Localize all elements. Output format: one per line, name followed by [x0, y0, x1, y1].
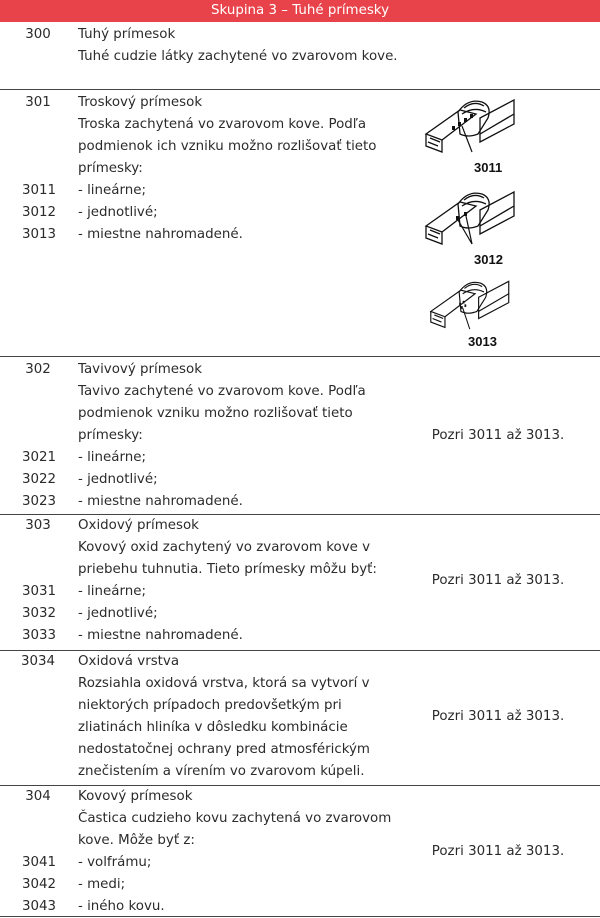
row-title: Tavivový prímesok: [78, 362, 202, 377]
sub-label: - jednotlivé;: [78, 205, 158, 220]
sub-code: 3013: [22, 227, 57, 242]
table-row-303: [0, 515, 600, 651]
row-desc-line: zliatinách hliníka v dôsledku kombinácie: [78, 720, 348, 735]
row-desc-line: nedostatočnej ochrany pred atmosférickým: [78, 742, 370, 757]
sub-label: - lineárne;: [78, 584, 146, 599]
sub-code: 3031: [22, 584, 57, 599]
table-row-3034: [0, 651, 600, 786]
row-desc-line: znečistením a vírením vo zvarovom kúpeli.: [78, 764, 365, 779]
cross-reference: Pozri 3011 až 3013.: [431, 573, 565, 588]
figure-label: 3013: [468, 334, 497, 349]
weld-linear-inclusion-icon: [418, 94, 518, 164]
row-desc-line: Tuhé cudzie látky zachytené vo zvarovom kove.: [78, 49, 398, 64]
sub-label: - medi;: [78, 877, 126, 892]
sub-code: 3042: [22, 877, 57, 892]
table-bottom-border: [0, 916, 600, 917]
cross-reference: Pozri 3011 až 3013.: [431, 428, 565, 443]
sub-label: - miestne nahromadené.: [78, 227, 243, 242]
cross-reference: Pozri 3011 až 3013.: [431, 844, 565, 859]
weld-figure-3013: [418, 276, 528, 356]
sub-code: 3012: [22, 205, 57, 220]
row-desc-line: prímesky:: [78, 428, 143, 443]
row-code: 3034: [20, 654, 56, 669]
table-row-302: [0, 357, 600, 515]
figure-label: 3011: [474, 160, 503, 175]
sub-label: - lineárne;: [78, 450, 146, 465]
row-title: Oxidový prímesok: [78, 518, 199, 533]
sub-code: 3023: [22, 494, 57, 509]
row-desc-line: niektorých prípadoch predovšetkým pri: [78, 698, 342, 713]
row-desc-line: Rozsiahla oxidová vrstva, ktorá sa vytvorí v: [78, 676, 370, 691]
weld-figure-3012: [418, 186, 528, 272]
row-desc-line: prímesky:: [78, 161, 143, 176]
row-title: Oxidová vrstva: [78, 654, 180, 669]
sub-code: 3041: [22, 855, 57, 870]
sub-code: 3021: [22, 450, 57, 465]
row-desc-line: podmienok vzniku možno rozlišovať tieto: [78, 406, 353, 421]
sub-label: - iného kovu.: [78, 899, 165, 914]
sub-label: - jednotlivé;: [78, 606, 158, 621]
sub-code: 3032: [22, 606, 57, 621]
sub-code: 3043: [22, 899, 57, 914]
row-desc-line: podmienok ich vzniku možno rozlišovať tieto: [78, 139, 377, 154]
row-code: 302: [25, 362, 51, 377]
row-title: Tuhý prímesok: [78, 27, 176, 42]
weld-clustered-inclusion-icon: [418, 276, 518, 338]
table-row-301: [0, 90, 600, 357]
table-header: Skupina 3 – Tuhé prímesky: [0, 0, 600, 22]
weld-single-inclusion-icon: [418, 186, 518, 256]
table-row-304: [0, 786, 600, 918]
row-desc-line: priebehu tuhnutia. Tieto prímesky môžu byť:: [78, 562, 377, 577]
sub-label: - miestne nahromadené.: [78, 628, 243, 643]
row-code: 303: [25, 518, 51, 533]
row-desc-line: Kovový oxid zachytený vo zvarovom kove v: [78, 540, 371, 555]
sub-code: 3011: [22, 183, 57, 198]
row-title: Troskový prímesok: [78, 95, 203, 110]
row-desc-line: Troska zachytená vo zvarovom kove. Podľa: [78, 117, 367, 132]
weld-figure-3011: [418, 94, 528, 180]
row-code: 301: [25, 95, 51, 110]
figure-label: 3012: [474, 252, 503, 267]
row-title: Kovový prímesok: [78, 789, 193, 804]
sub-code: 3033: [22, 628, 57, 643]
sub-label: - lineárne;: [78, 183, 146, 198]
table-row-300: [0, 22, 600, 90]
row-desc-line: kove. Môže byť z:: [78, 833, 195, 848]
sub-label: - jednotlivé;: [78, 472, 158, 487]
sub-label: - miestne nahromadené.: [78, 494, 243, 509]
sub-label: - volfrámu;: [78, 855, 152, 870]
row-code: 304: [25, 789, 51, 804]
row-code: 300: [25, 27, 51, 42]
cross-reference: Pozri 3011 až 3013.: [431, 709, 565, 724]
sub-code: 3022: [22, 472, 57, 487]
row-desc-line: Tavivo zachytené vo zvarovom kove. Podľa: [78, 384, 366, 399]
row-desc-line: Častica cudzieho kovu zachytená vo zvarovom: [78, 811, 392, 826]
